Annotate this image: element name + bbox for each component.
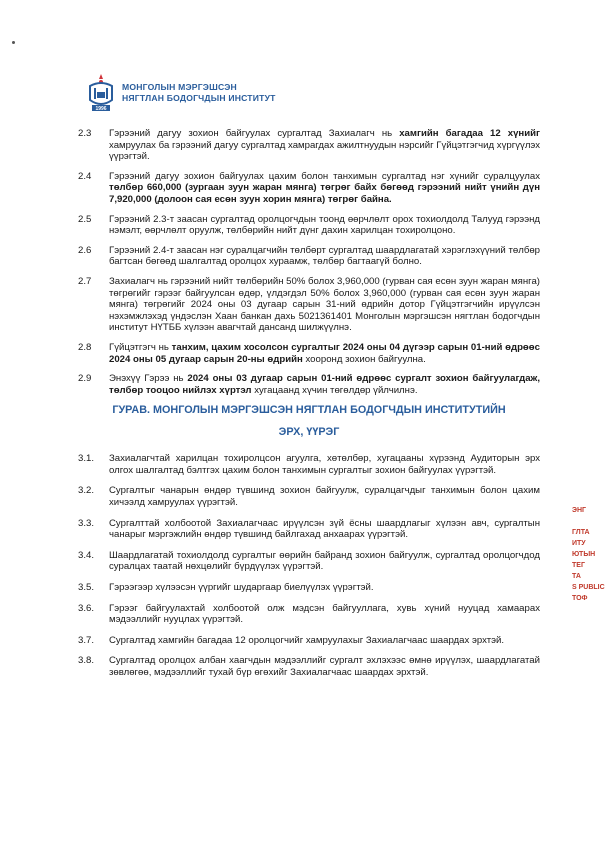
clause-number: 2.6 (78, 244, 92, 256)
clause-text-part: Гэрээний 2.4-т заасан нэг суралцагчийн төлбөрт сургалтад шаардлагатай хэрэглэхүүний төлбөр багтсан бөгөөд шалгалтад оролцох хураамж, төлбөр багтаагүй болно. (109, 244, 540, 268)
clause-item (78, 655, 540, 678)
clause-item (78, 635, 540, 647)
clause-text-part: Гэрээний 2.3-т заасан сургалтад оролцогчдын тоонд өөрчлөлт орох тохиолдолд Талууд гэрээнд нэмэлт, өөрчлөлт оруулж, төлбөрийн нийт дүнг дахин харилцан тохиролцоно. (109, 213, 540, 237)
section-three-subtitle: ЭРХ, ҮҮРЭГ (278, 426, 340, 439)
clause-text-part: хамруулах ба гэрээний дагуу сургалтад хамрагдах ажилтнуудын нэрсийг Гүйцэтгэгчид хүргүүлэх үүрэгтэй. (109, 139, 540, 163)
org-name (122, 82, 276, 104)
clause-item (78, 582, 540, 594)
org-name-line1: МОНГОЛЫН МЭРГЭШСЭН (122, 82, 237, 92)
stamp-text: ГЛТА (572, 529, 590, 536)
clause-number: 2.7 (78, 275, 92, 287)
clause-text: Сургалтыг чанарын өндөр түвшинд зохион байгуулж, суралцагчдыг танхимын болон цахим хичээлд хамруулах үүрэгтэй. (109, 485, 540, 509)
scan-speck (12, 41, 15, 44)
clause-number: 2.3 (78, 128, 92, 139)
clause-text (109, 276, 540, 334)
clause-item (78, 342, 540, 365)
clause-number: 3.6. (78, 602, 95, 614)
clause-text-part: Гэрээний дагуу зохион байгуулах цахим болон танхимын сургалтад нэг хүнийг суралцуулах (109, 170, 540, 182)
clause-item (78, 373, 540, 396)
clause-number: 3.7. (78, 634, 95, 646)
stamp-text (572, 516, 595, 527)
stamp-text: ЭНГ (572, 507, 587, 514)
clause-number: 3.5. (78, 582, 95, 594)
clause-text: Сургалтад хамгийн багадаа 12 оролцогчийг хамруулахыг Захиалагчаас шаардах эрхтэй. (109, 634, 505, 646)
letterhead (86, 72, 276, 114)
stamp-text: S PUBLIC (572, 584, 605, 591)
clause-text-part: Гэрээний дагуу зохион байгуулах сургалтад Захиалагч нь (109, 128, 400, 139)
clause-text-part: 2024 оны 03 дугаар сарын 01-ний өдрөөс сургалт зохион байгуулагдаж, төлбөр тооцоо нийлэх хүртэл (109, 373, 540, 396)
clause-item (78, 276, 540, 334)
clause-item (78, 245, 540, 268)
clause-text-part: хугацаанд хүчин төгөлдөр үйлчилнэ. (251, 384, 418, 396)
clause-text (109, 171, 540, 206)
clause-text-part: Захиалагч нь гэрээний нийт төлбөрийн 50% болох 3,960,000 (гурван сая есөн зуун жаран мянга) төгрөгийг гэрээг байгуулсан өдөр, үлдэгдэл 50% болох 3,960,000 (гурван сая есөн зуун жаран мянга) төгрөгийг 2024 оны 03 дугаар сарын 31-ний өдрийн дотор Гүйцэтгэгчийн ирүүлсэн нэхэмжлэхэд үндэслэн Хаан банкан дахь 5021361401 Монголын мэргэшсэн нягтлан бодогчдын институт НҮТББ хүлээн авагчтай дансанд шилжүүлнэ. (109, 275, 540, 334)
clause-number: 2.9 (78, 373, 92, 385)
logo-year: 1996 (95, 106, 107, 112)
clause-item (78, 603, 540, 626)
clause-text-part: хооронд зохион байгуулна. (302, 353, 426, 365)
clause-number: 3.8. (78, 655, 95, 667)
clause-text (109, 214, 540, 237)
clause-item (78, 453, 540, 476)
clause-text: Шаардлагатай тохиолдолд сургалтыг өөрийн байранд зохион байгуулж, сургалтад оролцогчдод суралцах таатай нөхцөлийг бүрдүүлэх үүрэгтэй. (109, 549, 540, 573)
stamp-text: ЮТЫН (572, 551, 596, 558)
clause-item (78, 171, 540, 206)
clause-text (109, 373, 540, 396)
clause-item (78, 550, 540, 573)
org-name-line2: НЯГТЛАН БОДОГЧДЫН ИНСТИТУТ (122, 93, 276, 103)
section-three-items (78, 453, 540, 678)
clause-text (109, 342, 540, 365)
stamp-text: ТОФ (572, 595, 588, 602)
clause-item (78, 518, 540, 541)
institute-emblem-icon (86, 72, 116, 114)
clause-number: 3.2. (78, 485, 95, 497)
clause-text-part: төлбөр 660,000 (зургаан зуун жаран мянга) төгрөг байх бөгөөд гэрээний нийт үнийн дүн 7,920,000 (долоон сая есөн зуун хорин мянга) төгрөг байна. (109, 182, 540, 205)
stamp-text: ТЕГ (572, 562, 585, 569)
contract-body (78, 128, 540, 688)
clause-text (109, 128, 540, 163)
clause-text: Захиалагчтай харилцан тохиролцсон агуулга, хөтөлбөр, хугацааны хүрээнд Аудиторын эрх олгох шалгалтад бэлтгэх цахим болон танхимын сургалтыг зохион байгуулах үүрэгтэй. (109, 453, 540, 476)
section-two-items (78, 128, 540, 396)
clause-number: 2.5 (78, 213, 92, 225)
clause-number: 3.3. (78, 517, 95, 529)
clause-text: Сургалтад оролцох албан хаагчдын мэдээллийг сургалт эхлэхээс өмнө ирүүлэх, шаардлагатай зөвлөгөө, мэдээллийг тухай бүр өгөхийг Захиалагчаас шаардах эрхтэй. (109, 655, 540, 678)
clause-text-part: Энэхүү Гэрээ нь (109, 373, 188, 385)
clause-text-part: хамгийн багадаа 12 хүнийг (399, 128, 541, 139)
seal-stamp-fragment (572, 505, 605, 605)
clause-text-part: танхим, цахим хосолсон сургалтыг 2024 оны 04 дүгээр сарын 01-ний өдрөөс 2024 оны 05 дугаар сарын 20-ны өдрийн (109, 341, 540, 365)
clause-number: 2.8 (78, 341, 92, 353)
clause-text: Гэрээг байгуулахтай холбоотой олж мэдсэн байгууллага, хувь хүний нууцад хамаарах мэдээллийг нууцлах үүрэгтэй. (109, 602, 540, 626)
clause-number: 2.4 (78, 170, 92, 182)
stamp-text: ТА (572, 573, 581, 580)
clause-item (78, 485, 540, 508)
clause-item (78, 214, 540, 237)
clause-text (109, 245, 540, 268)
clause-text: Гэрээгээр хүлээсэн үүргийг шударгаар биелүүлэх үүрэгтэй. (109, 582, 374, 594)
clause-text: Сургалттай холбоотой Захиалагчаас ирүүлсэн зүй ёсны шаардлагыг хүлээн авч, сургалтын чанарыг мэргэжлийн өндөр түвшинд байлгахад анхаарах үүрэгтэй. (109, 517, 540, 541)
clause-item (78, 128, 540, 163)
clause-text-part: Гүйцэтгэгч нь (109, 341, 172, 353)
clause-number: 3.4. (78, 549, 95, 561)
clause-number: 3.1. (78, 453, 95, 465)
stamp-text: ИТУ (572, 540, 586, 547)
section-three-title: ГУРАВ. МОНГОЛЫН МЭРГЭШСЭН НЯГТЛАН БОДОГЧДЫН ИНСТИТУТИЙН (112, 404, 506, 417)
